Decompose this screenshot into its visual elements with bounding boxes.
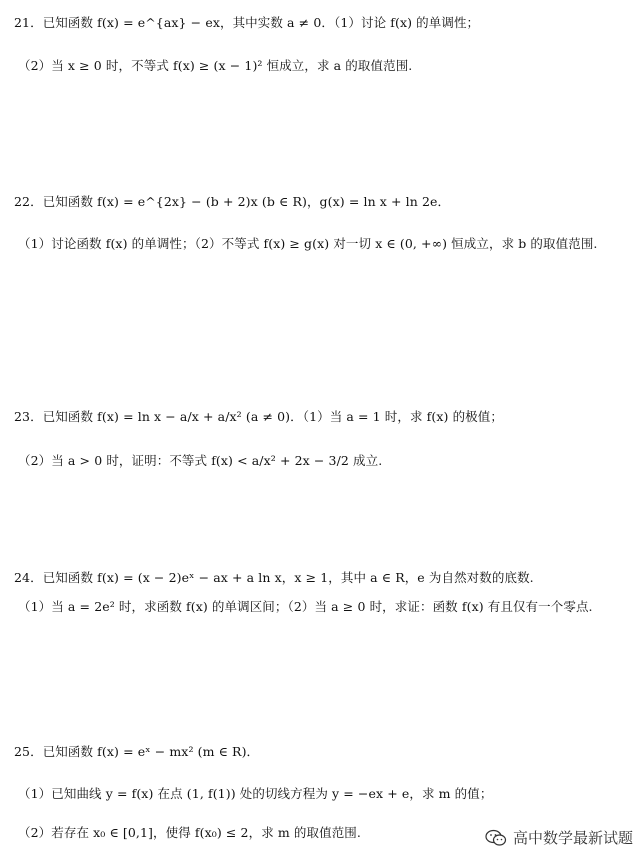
problem-25-line-1: 25．已知函数 f(x) = eˣ − mx² (m ∈ R)．: [14, 744, 260, 759]
problem-22-line-1: 22．已知函数 f(x) = e^{2x} − (b + 2)x (b ∈ R)，g(x) = ln x + ln 2e．: [14, 194, 451, 209]
wechat-icon: [485, 829, 507, 847]
problem-22-line-2: （1）讨论函数 f(x) 的单调性；（2）不等式 f(x) ≥ g(x) 对一切 x ∈ (0, +∞) 恒成立，求 b 的取值范围.: [18, 236, 598, 251]
problem-23-line-1: 23．已知函数 f(x) = ln x − a/x + a/x² (a ≠ 0)．（1）当 a = 1 时，求 f(x) 的极值；: [14, 409, 503, 424]
problem-21-line-1: 21．已知函数 f(x) = e^{ax} − ex，其中实数 a ≠ 0．（1）讨论 f(x) 的单调性；: [14, 15, 480, 30]
problem-24-line-1: 24．已知函数 f(x) = (x − 2)eˣ − ax + a ln x，x ≥ 1，其中 a ∈ R，e 为自然对数的底数.: [14, 570, 534, 585]
watermark: [485, 827, 633, 848]
problem-25-line-2: （1）已知曲线 y = f(x) 在点 (1, f(1)) 处的切线方程为 y = −ex + e，求 m 的值；: [18, 786, 493, 801]
problem-24-line-2: （1）当 a = 2e² 时，求函数 f(x) 的单调区间；（2）当 a ≥ 0 时，求证：函数 f(x) 有且仅有一个零点.: [18, 599, 593, 614]
problem-23-line-2: （2）当 a > 0 时，证明：不等式 f(x) < a/x² + 2x − 3/2 成立.: [18, 453, 383, 468]
problem-21-line-2: （2）当 x ≥ 0 时，不等式 f(x) ≥ (x − 1)² 恒成立，求 a 的取值范围.: [18, 58, 413, 73]
watermark-text: 高中数学最新试题: [512, 830, 633, 847]
problem-25-line-3: （2）若存在 x₀ ∈ [0,1]，使得 f(x₀) ≤ 2，求 m 的取值范围.: [18, 825, 361, 840]
